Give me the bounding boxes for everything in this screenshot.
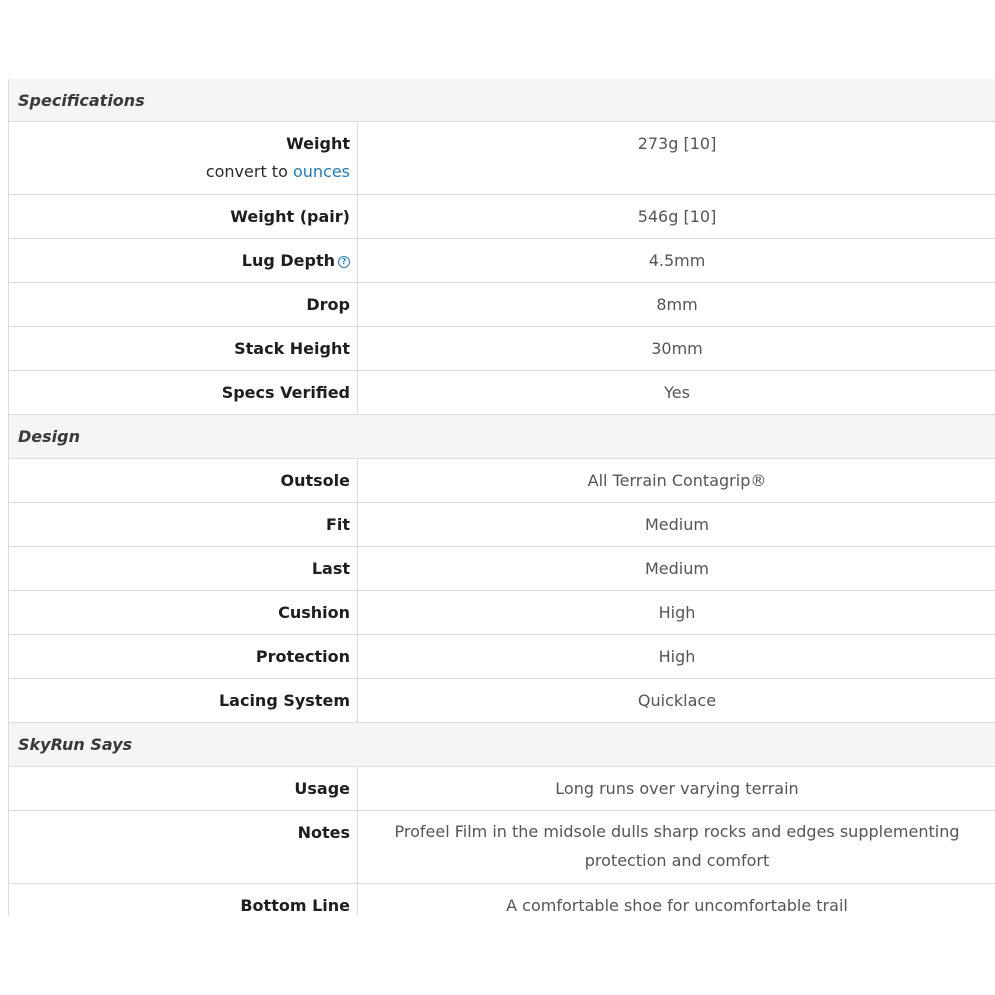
row-value-cell — [358, 884, 995, 916]
row-value-cell — [358, 239, 995, 282]
row-label-cell — [9, 283, 358, 326]
spec-row-weight-pair — [9, 195, 995, 239]
row-label-cell — [9, 547, 358, 590]
row-value-cell — [358, 371, 995, 414]
spec-row-weight — [9, 122, 995, 195]
spec-row-lug-depth — [9, 239, 995, 283]
row-label-cell — [9, 327, 358, 370]
row-label-cell — [9, 591, 358, 634]
row-value: Profeel Film in the midsole dulls sharp rocks and edges supplementing protection and comfort — [394, 822, 960, 870]
help-circle-icon[interactable]: ? — [338, 256, 350, 268]
row-label-cell — [9, 195, 358, 238]
row-value: 4.5mm — [648, 251, 706, 270]
row-label-cell — [9, 371, 358, 414]
row-label: Notes — [297, 823, 350, 842]
row-value: High — [658, 603, 696, 622]
row-value-cell — [358, 283, 995, 326]
row-label-cell — [9, 239, 358, 282]
row-value: Long runs over varying terrain — [555, 779, 799, 798]
row-value-cell — [358, 547, 995, 590]
row-label: Lug Depth — [241, 251, 335, 270]
row-value: Medium — [645, 559, 709, 578]
row-label-cell — [9, 635, 358, 678]
row-value: 273g [10] — [637, 134, 717, 153]
row-label: Lacing System — [218, 691, 350, 710]
row-value: All Terrain Contagrip® — [587, 471, 767, 490]
row-value-cell — [358, 767, 995, 810]
row-value: Quicklace — [637, 691, 717, 710]
row-label-cell — [9, 811, 358, 883]
row-value: Yes — [664, 383, 690, 402]
section-title: Design — [18, 427, 80, 446]
row-label: Stack Height — [234, 339, 350, 358]
spec-row-specs-verified — [9, 371, 995, 415]
spec-row-lacing-system — [9, 679, 995, 723]
spec-row-fit — [9, 503, 995, 547]
spec-row-cushion — [9, 591, 995, 635]
row-label-cell — [9, 884, 358, 916]
spec-row-outsole — [9, 459, 995, 503]
row-value-cell — [358, 591, 995, 634]
spec-row-protection — [9, 635, 995, 679]
row-value: High — [658, 647, 696, 666]
row-label: Fit — [325, 515, 350, 534]
spec-row-drop — [9, 283, 995, 327]
spec-row-bottom-line — [9, 884, 995, 916]
row-value-cell — [358, 459, 995, 502]
row-label: Weight — [286, 134, 350, 153]
section-title: SkyRun Says — [18, 735, 133, 754]
row-label: Protection — [255, 647, 350, 666]
row-value: 546g [10] — [637, 207, 717, 226]
row-label: Outsole — [280, 471, 350, 490]
row-value-cell — [358, 679, 995, 722]
row-label-cell — [9, 503, 358, 546]
row-value: 30mm — [651, 339, 703, 358]
section-header-skyrun-says — [9, 723, 995, 767]
row-label-cell — [9, 122, 358, 194]
row-label-cell — [9, 679, 358, 722]
spec-row-notes — [9, 811, 995, 884]
row-label: Drop — [306, 295, 350, 314]
row-label: Usage — [294, 779, 350, 798]
row-value: 8mm — [656, 295, 698, 314]
section-title: Specifications — [18, 90, 145, 110]
row-label: Last — [311, 559, 350, 578]
row-label-cell — [9, 459, 358, 502]
spec-row-stack-height — [9, 327, 995, 371]
row-label: Bottom Line — [240, 896, 350, 915]
spec-row-last — [9, 547, 995, 591]
row-value-cell — [358, 195, 995, 238]
row-label: Weight (pair) — [230, 207, 350, 226]
row-value: Medium — [645, 515, 709, 534]
convert-units-text — [9, 163, 350, 180]
row-value-cell — [358, 635, 995, 678]
spec-table — [8, 79, 995, 916]
row-label: Specs Verified — [221, 383, 350, 402]
section-header-design — [9, 415, 995, 459]
section-header-specifications — [9, 79, 995, 122]
spec-row-usage — [9, 767, 995, 811]
convert-ounces-link[interactable]: ounces — [292, 162, 350, 181]
row-value-cell — [358, 122, 995, 194]
row-label: Cushion — [278, 603, 350, 622]
row-label-cell — [9, 767, 358, 810]
row-value: A comfortable shoe for uncomfortable trail — [506, 896, 848, 915]
row-value-cell — [358, 811, 995, 883]
convert-prefix: convert to — [205, 162, 293, 181]
row-value-cell — [358, 503, 995, 546]
row-value-cell — [358, 327, 995, 370]
